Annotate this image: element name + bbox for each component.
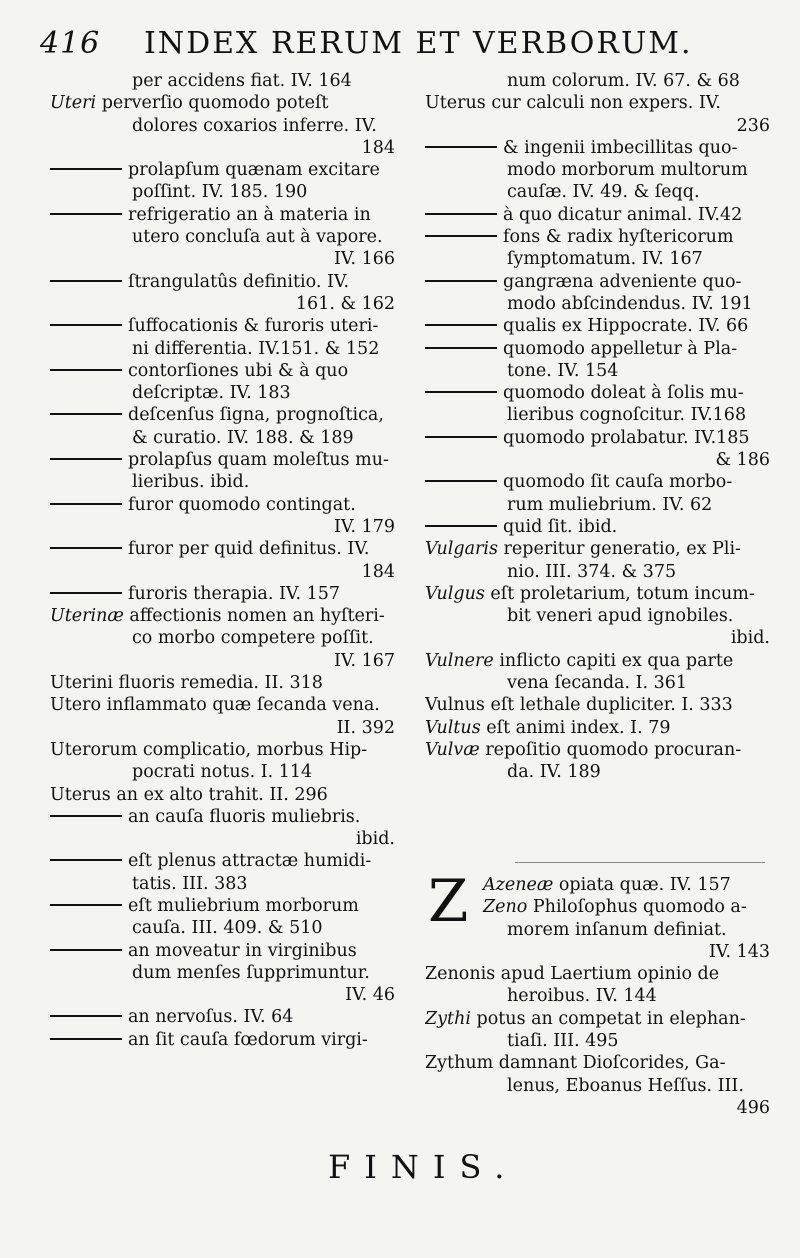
entry-text: modo morborum multorum <box>507 160 748 181</box>
repeat-dash <box>425 391 497 393</box>
index-line <box>425 1052 770 1074</box>
entry-text: nio. III. 374. & 375 <box>507 561 677 582</box>
index-line <box>50 850 395 872</box>
index-line <box>50 984 395 1006</box>
index-line <box>425 248 770 270</box>
entry-text: tone. IV. 154 <box>507 360 619 381</box>
entry-text: deſcenſus ſigna, prognoſtica, <box>128 405 384 426</box>
repeat-dash <box>425 347 497 349</box>
entry-text: utero concluſa aut à vapore. <box>132 227 383 248</box>
index-line <box>425 226 770 248</box>
index-line <box>425 360 770 382</box>
entry-text: lenus, Eboanus Heſſus. III. <box>507 1075 744 1096</box>
index-line <box>50 694 395 716</box>
entry-text: IV. 46 <box>345 985 395 1006</box>
entry-text: per accidens fiat. IV. 164 <box>132 71 352 91</box>
index-line <box>425 427 770 449</box>
entry-text: quomodo prolabatur. IV.185 <box>503 427 750 448</box>
right-column <box>425 70 770 784</box>
index-line <box>50 70 395 92</box>
repeat-dash <box>50 859 122 861</box>
index-line <box>50 159 395 181</box>
index-line <box>425 137 770 159</box>
index-line <box>50 1029 395 1051</box>
repeat-dash <box>50 815 122 817</box>
page-header <box>40 26 740 66</box>
index-line <box>425 1097 770 1119</box>
index-line <box>50 627 395 649</box>
entry-text: reperitur generatio, ex Pli- <box>503 539 741 560</box>
entry-text: & 186 <box>715 450 770 471</box>
entry-text: eſt proletarium, totum incum- <box>490 583 755 604</box>
index-line <box>50 494 395 516</box>
index-line <box>50 940 395 962</box>
index-line <box>50 605 395 627</box>
index-line <box>425 271 770 293</box>
index-line <box>50 115 395 137</box>
entry-text: potus an competat in elephan- <box>476 1008 746 1029</box>
index-line <box>50 873 395 895</box>
index-line <box>50 806 395 828</box>
entry-text: rum muliebrium. IV. 62 <box>507 494 713 515</box>
index-line <box>425 1075 770 1097</box>
index-line <box>425 538 770 560</box>
repeat-dash <box>50 592 122 594</box>
left-column <box>50 70 395 1051</box>
entry-text: Uterus cur calculi non expers. IV. <box>425 93 721 114</box>
entry-headword: Uteri <box>50 93 97 114</box>
entry-text: ni differentia. IV.151. & 152 <box>132 338 380 359</box>
entry-text: deſcriptæ. IV. 183 <box>132 383 291 404</box>
entry-text: pocrati notus. I. 114 <box>132 762 313 783</box>
index-line <box>50 828 395 850</box>
index-line <box>425 694 770 716</box>
entry-text: IV. 179 <box>333 516 395 537</box>
entry-text: vena ſecanda. I. 361 <box>507 673 688 694</box>
index-line <box>50 248 395 270</box>
index-line <box>50 137 395 159</box>
entry-text: qualis ex Hippocrate. IV. 66 <box>503 316 749 337</box>
index-line <box>50 1006 395 1028</box>
entry-text: dum menſes ſupprimuntur. <box>132 962 370 983</box>
entry-text: lieribus cognoſcitur. IV.168 <box>507 405 747 426</box>
repeat-dash <box>425 213 497 215</box>
entry-text: refrigeratio an à materia in <box>128 204 371 225</box>
index-line <box>425 404 770 426</box>
index-line <box>425 561 770 583</box>
entry-text: perverſio quomodo poteſt <box>101 93 329 114</box>
index-line <box>425 92 770 114</box>
entry-text: gangræna adveniente quo- <box>503 271 742 292</box>
entry-text: co morbo competere poſſit. <box>132 628 374 649</box>
entry-headword: Vultus <box>425 717 481 738</box>
index-line <box>50 917 395 939</box>
repeat-dash <box>50 213 122 215</box>
index-line <box>50 449 395 471</box>
index-line <box>425 919 770 941</box>
index-line <box>50 427 395 449</box>
index-line <box>50 672 395 694</box>
section-letter-z: Z <box>428 867 469 935</box>
entry-text: quid ſit. ibid. <box>503 516 618 537</box>
entry-text: 184 <box>361 561 395 582</box>
entry-text: IV. 166 <box>333 249 395 270</box>
finis-text: FINIS. <box>328 1148 519 1186</box>
entry-text: an nervoſus. IV. 64 <box>128 1007 294 1028</box>
entry-text: modo abſcindendus. IV. 191 <box>507 293 753 314</box>
entry-text: an moveatur in virginibus <box>128 940 357 961</box>
entry-text: eſt animi index. I. 79 <box>486 717 671 738</box>
entry-text: ibid. <box>355 829 395 850</box>
entry-text: morem inſanum definiat. <box>507 919 727 940</box>
entry-text: affectionis nomen an hyſteri- <box>129 606 385 627</box>
entry-text: an cauſa fluoris muliebris. <box>128 806 361 827</box>
index-line <box>425 70 770 92</box>
index-line <box>50 92 395 114</box>
entry-text: ſuffocationis & furoris uteri- <box>128 316 379 337</box>
index-line <box>425 181 770 203</box>
repeat-dash <box>50 324 122 326</box>
repeat-dash <box>425 324 497 326</box>
index-line <box>425 204 770 226</box>
entry-text: Uterorum complicatio, morbus Hip- <box>50 739 368 760</box>
repeat-dash <box>50 168 122 170</box>
entry-text: Uterus an ex alto trahit. II. 296 <box>50 784 328 805</box>
entry-text: Philoſophus quomodo a- <box>532 897 747 918</box>
entry-text: à quo dicatur animal. IV.42 <box>503 204 743 225</box>
index-line <box>50 650 395 672</box>
repeat-dash <box>50 1038 122 1040</box>
entry-text: Utero inflammato quæ ſecanda vena. <box>50 695 380 716</box>
index-line <box>425 583 770 605</box>
index-line <box>50 962 395 984</box>
entry-text: eſt plenus attractæ humidi- <box>128 851 372 872</box>
repeat-dash <box>425 235 497 237</box>
entry-text: prolapſum quænam excitare <box>128 160 380 181</box>
entry-text: dolores coxarios inferre. IV. <box>132 115 377 136</box>
repeat-dash <box>50 413 122 415</box>
entry-headword: Azeneæ <box>483 875 554 895</box>
entry-text: heroibus. IV. 144 <box>507 986 657 1007</box>
page-number: 416 <box>40 26 101 61</box>
index-line <box>50 315 395 337</box>
repeat-dash <box>425 480 497 482</box>
repeat-dash <box>50 369 122 371</box>
index-line <box>50 271 395 293</box>
entry-text: 161. & 162 <box>295 293 395 314</box>
repeat-dash <box>50 1015 122 1017</box>
entry-text: prolapſus quam moleſtus mu- <box>128 450 389 471</box>
index-line <box>50 516 395 538</box>
index-line <box>425 985 770 1007</box>
index-line <box>425 941 770 963</box>
index-line <box>50 404 395 426</box>
index-line <box>425 717 770 739</box>
entry-text: furor quomodo contingat. <box>128 494 356 515</box>
index-line <box>50 717 395 739</box>
entry-text: da. IV. 189 <box>507 762 601 783</box>
index-line <box>425 874 770 896</box>
entry-text: Uterini fluoris remedia. II. 318 <box>50 673 323 694</box>
entry-text: 184 <box>361 137 395 158</box>
entry-text: Zythum damnant Dioſcorides, Ga- <box>425 1053 726 1074</box>
entry-headword: Zythi <box>425 1008 471 1029</box>
index-line <box>425 494 770 516</box>
index-line <box>425 605 770 627</box>
entry-text: cauſæ. IV. 49. & ſeqq. <box>507 182 700 203</box>
z-section <box>425 867 770 1119</box>
section-divider <box>515 862 765 863</box>
index-line <box>425 761 770 783</box>
entry-text: inflicto capiti ex qua parte <box>499 650 734 671</box>
entry-text: ibid. <box>730 628 770 649</box>
index-line <box>50 739 395 761</box>
index-line <box>50 382 395 404</box>
index-line <box>50 761 395 783</box>
entry-text: tatis. III. 383 <box>132 873 248 894</box>
index-line <box>50 784 395 806</box>
repeat-dash <box>425 525 497 527</box>
index-line <box>425 338 770 360</box>
index-line <box>425 1008 770 1030</box>
index-line <box>50 226 395 248</box>
repeat-dash <box>50 280 122 282</box>
entry-text: & ingenii imbecillitas quo- <box>503 137 738 158</box>
repeat-dash <box>425 280 497 282</box>
index-line <box>50 895 395 917</box>
entry-text: 496 <box>736 1097 770 1118</box>
index-line <box>425 516 770 538</box>
index-line <box>425 382 770 404</box>
entry-text: Zenonis apud Laertium opinio de <box>425 964 720 985</box>
index-line <box>425 672 770 694</box>
page-title: INDEX RERUM ET VERBORUM. <box>144 26 693 61</box>
entry-text: II. 392 <box>336 717 395 738</box>
entry-text: an ſit cauſa fœdorum virgi- <box>128 1029 368 1050</box>
entry-headword: Vulvæ <box>425 739 480 760</box>
entry-text: ſymptomatum. IV. 167 <box>507 249 703 270</box>
repeat-dash <box>50 547 122 549</box>
repeat-dash <box>425 146 497 148</box>
entry-text: lieribus. ibid. <box>132 472 250 493</box>
entry-text: num colorum. IV. 67. & 68 <box>507 71 740 91</box>
entry-text: quomodo doleat à ſolis mu- <box>503 383 744 404</box>
entry-text: eſt muliebrium morborum <box>128 895 359 916</box>
index-line <box>425 159 770 181</box>
index-line <box>425 471 770 493</box>
index-line <box>425 627 770 649</box>
entry-text: opiata quæ. IV. 157 <box>558 875 731 895</box>
entry-text: bit veneri apud ignobiles. <box>507 606 734 627</box>
entry-text: furoris therapia. IV. 157 <box>128 583 340 604</box>
index-line <box>50 583 395 605</box>
entry-text: tiaſi. III. 495 <box>507 1031 619 1052</box>
entry-text: ſtrangulatûs definitio. IV. <box>128 271 350 292</box>
index-line <box>425 449 770 471</box>
index-line <box>50 471 395 493</box>
index-line <box>425 293 770 315</box>
entry-text: IV. 143 <box>708 941 770 962</box>
entry-text: quomodo ſit cauſa morbo- <box>503 472 733 493</box>
entry-text: repoſitio quomodo procuran- <box>485 739 742 760</box>
repeat-dash <box>50 949 122 951</box>
entry-text: & curatio. IV. 188. & 189 <box>132 427 354 448</box>
index-line <box>50 561 395 583</box>
index-line <box>425 115 770 137</box>
index-line <box>425 315 770 337</box>
index-line <box>50 338 395 360</box>
repeat-dash <box>50 904 122 906</box>
repeat-dash <box>50 503 122 505</box>
index-line <box>50 204 395 226</box>
entry-headword: Uterinæ <box>50 606 124 627</box>
entry-text: quomodo appelletur à Pla- <box>503 338 738 359</box>
repeat-dash <box>425 436 497 438</box>
entry-text: fons & radix hyſtericorum <box>503 227 734 248</box>
entry-text: Vulnus eſt lethale dupliciter. I. 333 <box>425 695 733 716</box>
index-line <box>50 360 395 382</box>
entry-headword: Vulnere <box>425 650 494 671</box>
index-line <box>425 650 770 672</box>
entry-text: cauſa. III. 409. & 510 <box>132 918 323 939</box>
entry-headword: Vulgus <box>425 583 485 604</box>
index-line <box>50 538 395 560</box>
repeat-dash <box>50 458 122 460</box>
entry-text: 236 <box>736 115 770 136</box>
entry-text: poſſint. IV. 185. 190 <box>132 182 308 203</box>
entry-text: contorſiones ubi & à quo <box>128 360 349 381</box>
entry-headword: Vulgaris <box>425 539 498 560</box>
index-line <box>425 739 770 761</box>
index-line <box>425 1030 770 1052</box>
index-line <box>425 963 770 985</box>
index-line <box>50 293 395 315</box>
entry-headword: Zeno <box>483 897 528 918</box>
index-line <box>425 896 770 918</box>
index-line <box>50 181 395 203</box>
entry-text: furor per quid definitus. IV. <box>128 539 370 560</box>
entry-text: IV. 167 <box>333 650 395 671</box>
